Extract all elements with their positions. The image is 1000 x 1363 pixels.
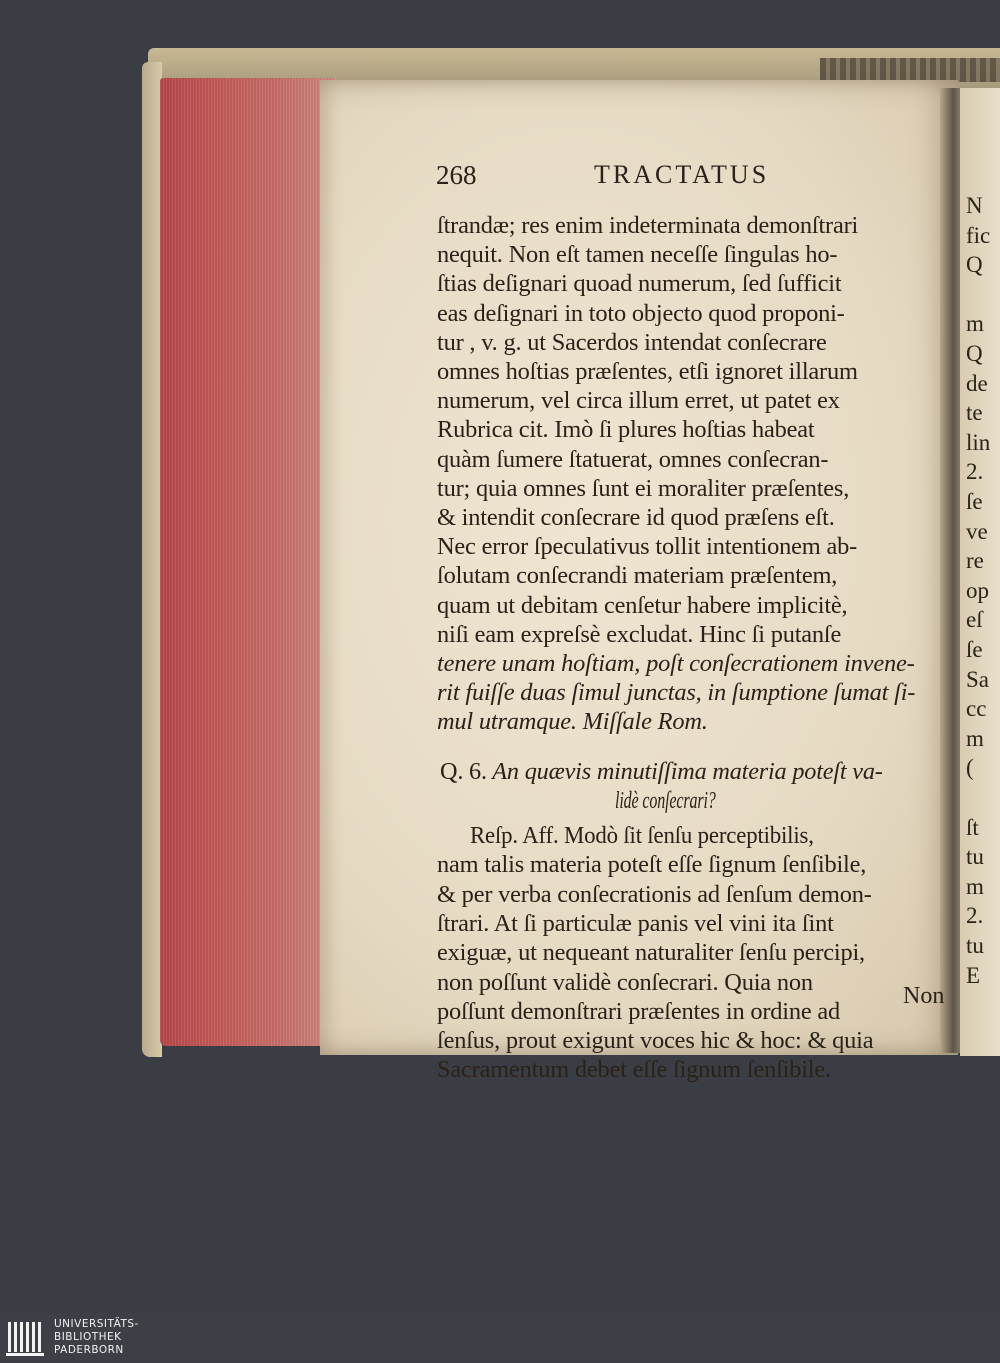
next-page-fragment: de: [966, 370, 988, 396]
response-line: ſenſus, prout exigunt voces hic & hoc: & quia: [437, 1027, 874, 1055]
response-line: non poſſunt validè conſecrari. Quia non: [437, 968, 813, 996]
text-line: numerum, vel circa illum erret, ut patet ex: [437, 387, 840, 415]
next-page-fragment: m: [966, 725, 984, 751]
headband: [820, 58, 1000, 82]
next-page-fragment: (: [966, 755, 974, 781]
text-line: ſolutam conſecrandi materiam præſentem,: [437, 562, 838, 590]
text-line: nequit. Non eſt tamen neceſſe ſingulas ho-: [437, 241, 838, 269]
text-line: quam ut debitam cenſetur habere implicitè,: [437, 591, 848, 619]
library-logo-icon: [6, 1318, 46, 1358]
text-line: Rubrica cit. Imò ſi plures hoſtias habeat: [437, 416, 815, 444]
next-page-fragment: eſ: [966, 607, 983, 633]
right-page-fragment: [960, 88, 1000, 1056]
library-name-line-2: BIBLIOTHEK: [54, 1331, 122, 1343]
next-page-fragment: ſe: [966, 637, 983, 662]
text-line: rit fuiſſe duas ſimul junctas, in ſumptione ſumat ſi-: [437, 679, 916, 707]
text-line: eas deſignari in toto objecto quod proponi-: [437, 299, 845, 327]
next-page-fragment: m: [966, 873, 984, 899]
library-name-line-1: UNIVERSITÄTS-: [54, 1318, 139, 1330]
page-header: [436, 160, 866, 194]
next-page-fragment: op: [966, 577, 989, 603]
next-page-fragment: fic: [966, 222, 991, 248]
text-line: tur; quia omnes ſunt ei moraliter præſentes,: [437, 474, 850, 502]
question-line-1: [440, 758, 955, 786]
text-line: tenere unam hoſtiam, poſt conſecrationem invene-: [437, 650, 915, 677]
next-page-fragment: ve: [966, 518, 988, 544]
catchword: Non: [903, 983, 945, 1009]
next-page-fragment: cc: [966, 696, 987, 722]
next-page-fragment: ſe: [966, 489, 983, 514]
response-line: & per verba conſecrationis ad ſenſum demon-: [437, 880, 872, 908]
next-page-fragment: 2.: [966, 903, 984, 929]
response-line: ſtrari. At ſi particulæ panis vel vini ita ſint: [437, 909, 834, 937]
next-page-fragment: lin: [966, 429, 991, 455]
question-line-2: lidè conſecrari?: [615, 787, 716, 814]
next-page-fragment: te: [966, 400, 983, 426]
text-line: omnes hoſtias præſentes, etſi ignoret illarum: [437, 358, 858, 385]
next-page-fragment: m: [966, 311, 984, 337]
text-line: quàm ſumere ſtatuerat, omnes conſecran-: [437, 445, 829, 473]
response-line: nam talis materia poteſt eſſe ſignum ſenſibile,: [437, 851, 867, 879]
next-page-fragment: N: [966, 193, 983, 218]
text-line: & intendit conſecrare id quod præſens eſt.: [437, 504, 835, 531]
response-line: poſſunt demonſtrari præſentes in ordine ad: [437, 997, 841, 1025]
response-line: Sacramentum debet eſſe ſignum ſenſibile.: [437, 1056, 831, 1084]
response-line: Reſp. Aff. Modò ſit ſenſu perceptibilis,: [470, 822, 814, 849]
question-label: Q. 6.: [440, 758, 487, 785]
running-head: TRACTATUS: [594, 160, 770, 189]
red-page-edges: [160, 78, 335, 1046]
text-line: Nec error ſpeculativus tollit intentionem ab-: [437, 533, 858, 561]
text-line: niſi eam expreſsè excludat. Hinc ſi putanſe: [437, 620, 842, 648]
text-line: ſtias deſignari quoad numerum, ſed ſufficit: [437, 270, 842, 298]
text-line: tur , v. g. ut Sacerdos intendat conſecrare: [437, 328, 827, 356]
book-cover-board: [142, 62, 162, 1057]
library-name: [54, 1318, 139, 1357]
next-page-fragment: ſt: [966, 814, 979, 840]
response-line: exiguæ, ut nequeant naturaliter ſenſu percipi,: [437, 939, 865, 967]
next-page-fragment: tu: [966, 844, 984, 870]
text-line: mul utramque. Miſſale Rom.: [437, 708, 708, 736]
footer-bar: [0, 1313, 1000, 1363]
next-page-fragment: re: [966, 548, 984, 574]
page-number: 268: [436, 160, 477, 190]
next-page-fragment: tu: [966, 933, 984, 958]
next-page-fragment: Sa: [966, 666, 989, 692]
text-line: ſtrandæ; res enim indeterminata demonſtrari: [437, 212, 859, 239]
next-page-fragment: 2.: [966, 459, 984, 485]
question-text-1: An quævis minutiſſima materia poteſt va-: [492, 758, 883, 785]
next-page-fragment: E: [966, 962, 981, 988]
next-page-fragment: Q: [966, 341, 983, 366]
library-name-line-3: PADERBORN: [54, 1344, 124, 1356]
next-page-fragment: Q: [966, 252, 983, 278]
